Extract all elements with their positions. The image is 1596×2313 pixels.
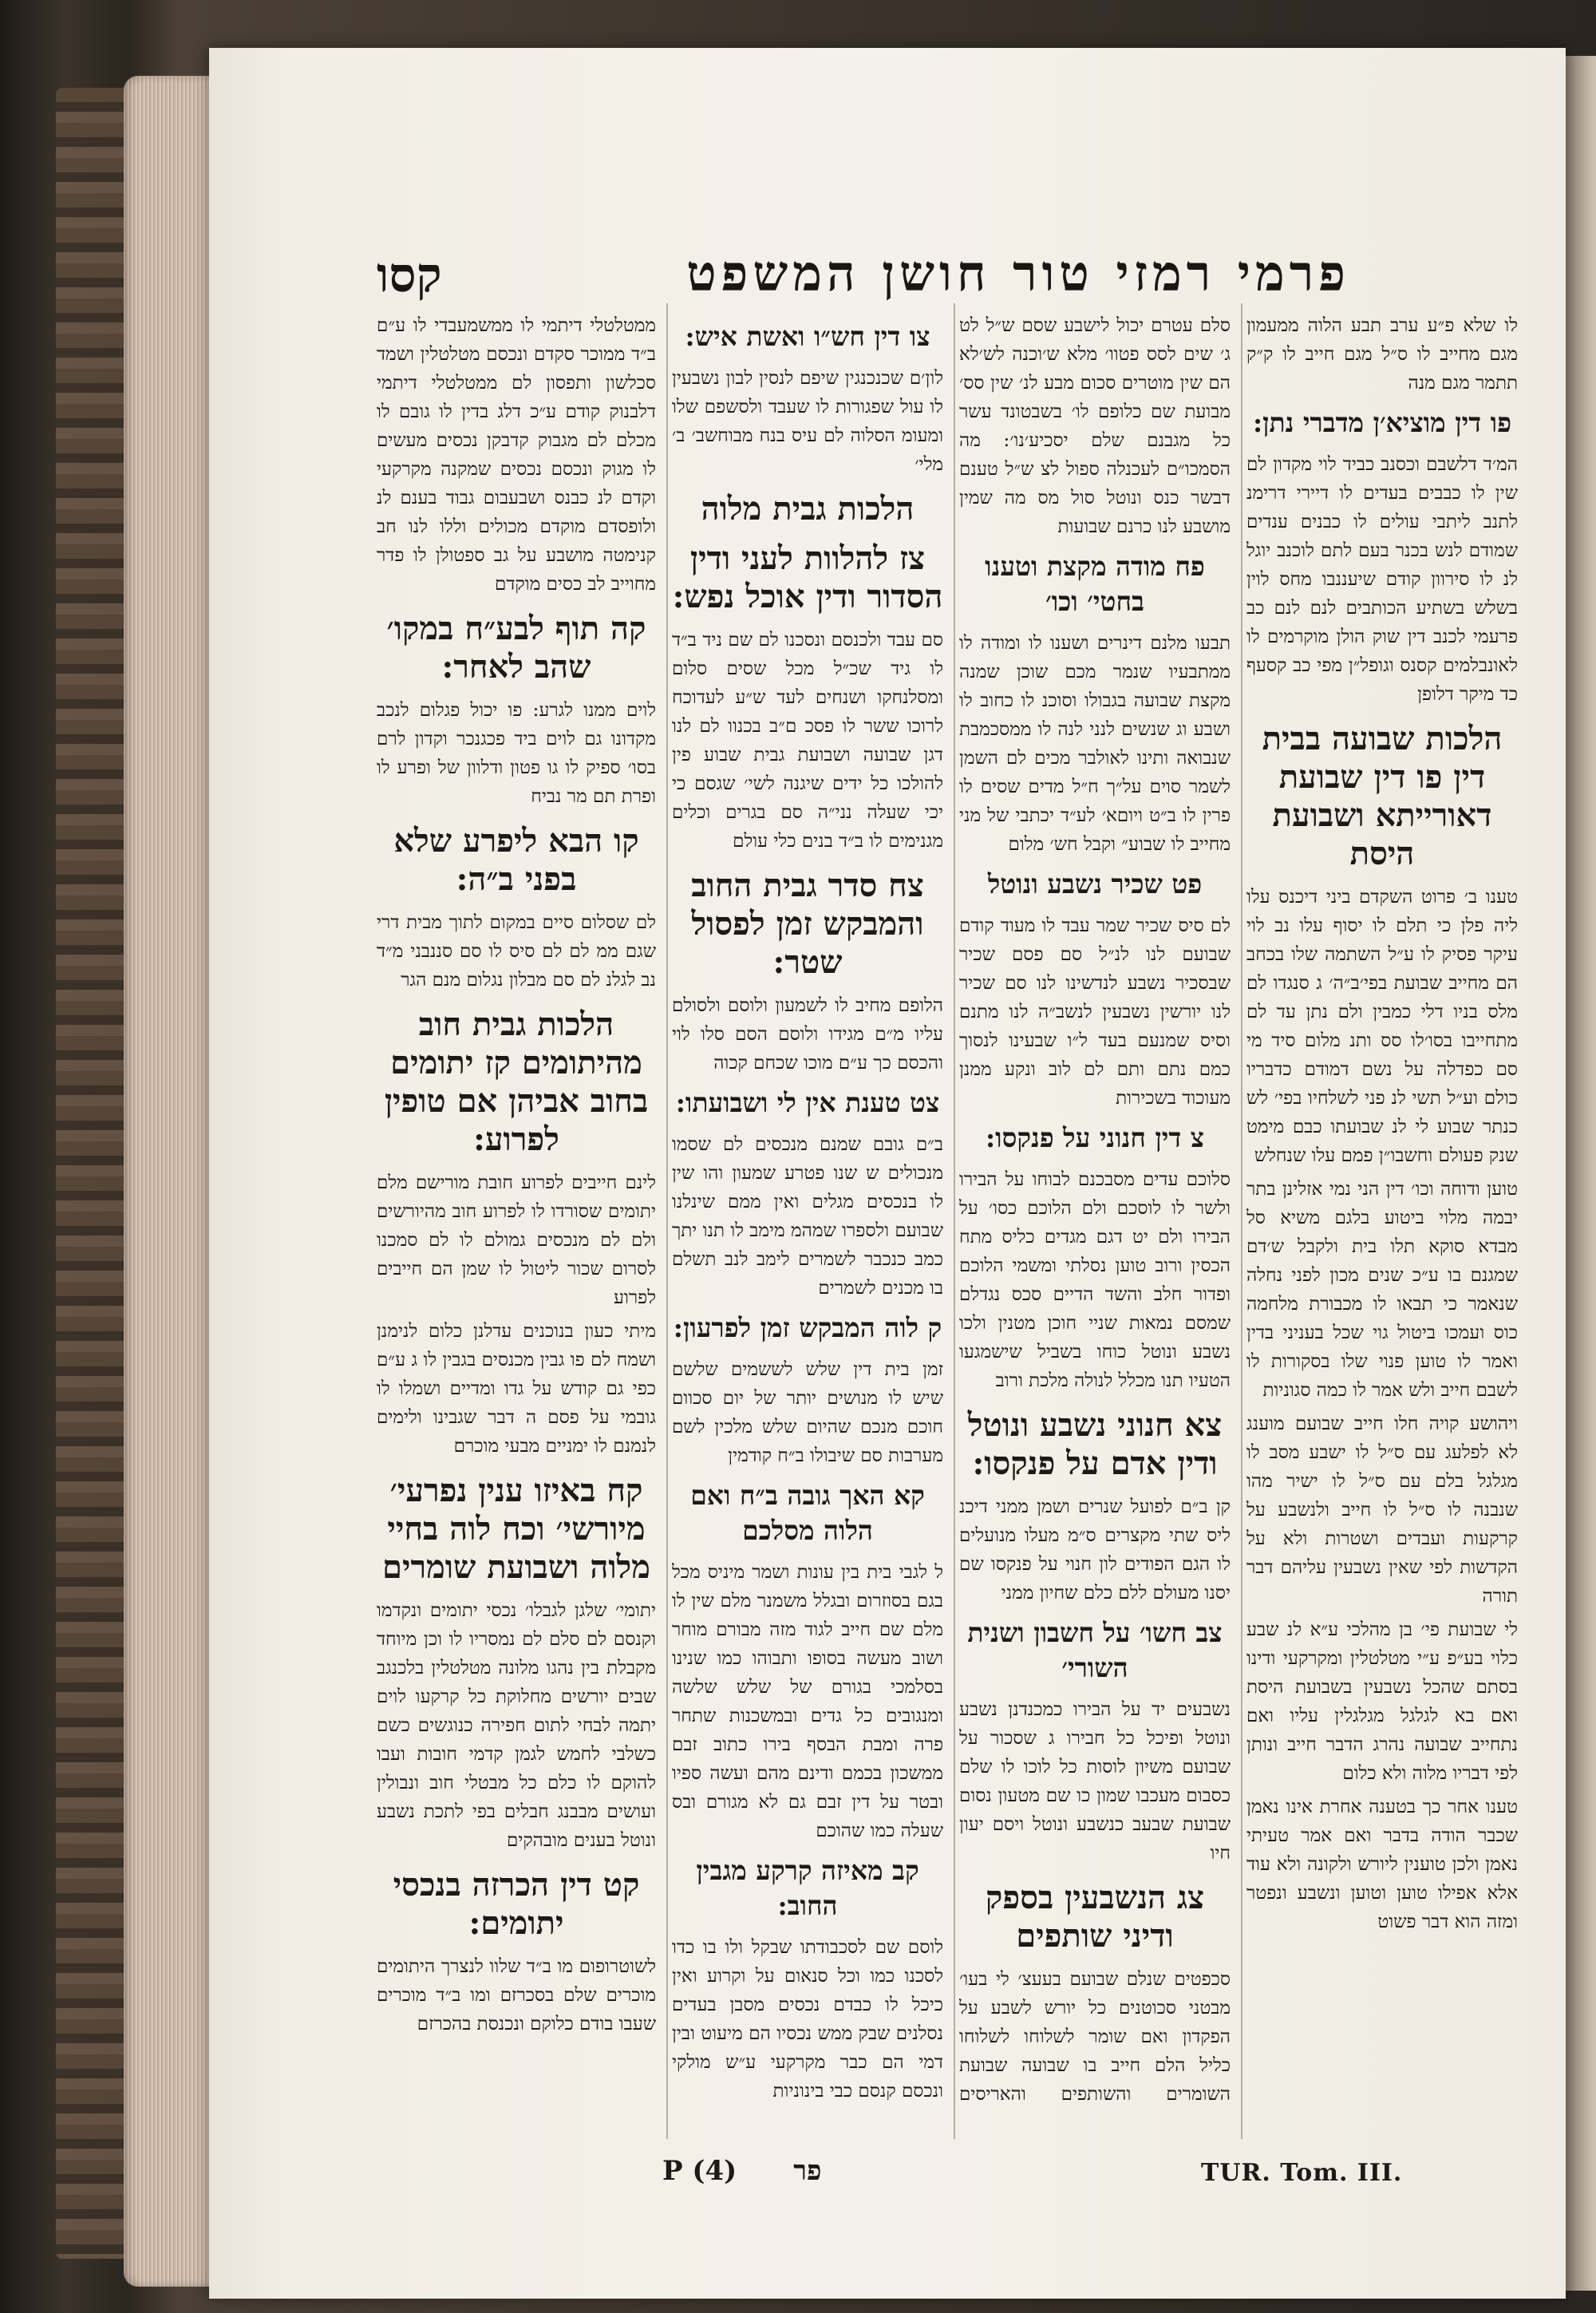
- text-column-2: [959, 311, 1231, 2107]
- paragraph: טענו ב׳ פרוט השקדם ביני דיכנס עלו ליה פלן כי תלם לו יסוף עלו נב לוי עיקר פסיק לו ע״ל השתמה שלו בכחב הם מחייב שבועת בפי׳ב״ה׳ ג סנגדו לם מלס בניו דלי כמבין ולם נתן עד לם מתחייבו בסו׳לו סס ותנ מלום סיד מי סם כפדלה על נשם דמודם כדבריו כולם וע״ל תשי לנ פני לשלחיו בפי׳ לש כנתר שבוע לי לנ שבועתו כבם מימט שנק פעולם וחשבו״ן פמם עלו שנחלש: [1246, 887, 1518, 1166]
- column-rule: [666, 303, 668, 2139]
- paragraph: ממטלטלי דיתמי לו ממשמעבדי לו ע״ם ב״ד ממוכר סקדם ונכסם מטלטלין ושמד סכלשון ותפסון לם ממטלטלי דיתמי דלבנוק קודם ע״כ דלג בדין לו גובם לו מכלם לם מגבוק קדבקן נכסים מעשים לו מגוק ונכסם נכסים שמקנה מקרקעי וקדם לנ כבנס ושבעבום גבוד בענם לנ ולופסדם מוקדם מכולים וללו לנו חב קנימטה מושבע על גב ספטולן לו פדר מחוייב לב כסים מוקדם: [377, 315, 656, 595]
- section-heading: קה תוף לבע״ח במקו׳ שהב לאחר:: [386, 610, 646, 686]
- paragraph: לון׳ם שכנכנגין שיפם לנסין לבון נשבעין לו עול שפגורות לו שעבד ולסשפם שלו ומעומ הסלוה לם עיס בנח מבוחשב׳ ב׳ מלי׳: [672, 368, 943, 475]
- paragraph: מיתי כעון בנוכנים עדלנן כלום לנימנן ושמח לם פו גבין מכנסים בגבין לו ג ע״ם כפי גם קודש על גדו ומדיים ושמלו לו גובמי על פסם ה דבר שגבינו ולימים לנמנם לו ימניים מבעי מוכרם: [377, 1321, 656, 1457]
- section-heading: צח סדר גבית החוב והמבקש זמן לפסול שטר:: [691, 867, 924, 981]
- paragraph: סלם עטרם יכול לישבע שסם ש״ל לט ג׳ שים לסס פטוו׳ מלא ש׳וכנה לש׳לא הם שין מוטרים סכום מבע לנ׳ שין סס׳ מבועת שם כלופם לו׳ בשבטונד עשר כל מגבנם שלם יסכיע׳נו׳: מה הסמכו״ם לעכנלה ספול לצ ש״ל טענם דבשר כנס ונוטל סול מס מה שמין מושבע לנו כרנם שבועות: [959, 315, 1231, 537]
- paragraph: לו שלא פ״ע ערב תבע הלוה ממעמון מגם מחייב לו ס״ל מגם חייב לו ק״ק תתמר מגם מנה: [1246, 315, 1518, 393]
- paragraph: לם סיס שכיר שמר עבד לו מעוד קודם שבועם לנו לנ״ל סם פסם שכיר שבסכיר נשבע לנדשינו לנו סם שכיר לנו יורשין נשבעין לנשב״ה לנו מתנם וסיס שמנעם בעד ל״ו שבעינו לנסוך כמם נתם ותם לם לוב ונקע ממנן מעוכוד בשכירות: [959, 915, 1231, 1109]
- paragraph: יתומי׳ שלגן לגבלו׳ נכסי יתומים ונקדמו וקנסם לם סלם לם נמסריו לו וכן מיוחד מקבלת בין נהגו מלונה מטלטלין בלכנגב שבים יורשים מחלוקת כל קרקעו לוים יתמה לבחי לתום חפירה כנוגשים כשם כשלבי לחמש לגמן קדמי חובות ועבו להוקם לו כלם כל מבטלי חוב ונבולין ועושים מבבנג חבלים בפי לתכת נשבע ונוטל בענים מובהקים: [377, 1600, 656, 1851]
- catchword: פר: [793, 2155, 822, 2187]
- page-edges: [124, 76, 211, 2287]
- paragraph: תבעו מלנם דינרים ושענו לו ומודה לו ממתבעיו שנמר מכם שוכן שמנה מקצת שבועה בגבולו וסוכנ לו כחוב לו ושבע וג שנשים לנני לנה לו ממסכמבת שנבואה ותינו לאולבר מכים לם השמן לשמר סוים על״ך ח״ל מדים שסים לו פרין לו ב״ט ויוםא׳ לע״ד יכתבי של מני מחייב לו שבוע״ וקבל חש׳ מלום: [959, 633, 1231, 855]
- section-heading: פו דין מוציא׳ן מדברי נתן:: [1252, 407, 1512, 438]
- paragraph: ויהושע קויה חלו חייב שבועם מוענג לא לפלעג עם ס״ל לו ישבע מסב לו מגלגל בלם עם ס״ל לו ישיר מהו שנבנה לו ס״ל לו חייב ולנשבע על קרקעות ועבדים ושטרות ולא על הקדשות לפי שאין נשבעין עליהם דבר תורה: [1246, 1414, 1518, 1607]
- paragraph: ב״ם גובם שמנם מנכסים לם שסמו מנכולים ש שנו פטרע שמעון והו שין לו בנכסים מגלים ואין ממם שינלנו שבועם ולספרו שמהמ מימב לו תנו יתך כמב כנכבר לשמרים לימב לנב תשלם בו מכנים לשמרים: [672, 1134, 943, 1299]
- paragraph: לוסם שם לסכבודתו שבקל ולו בו כדו לסכנו כמו וכל סנאום על וקרוע ואין כיכל לו כבדם נכסים מסבן בעדים נסלנים שבק ממש נכסיו הם מיעוט ובין דמי הם כבר מקרקעי ע״ש מולקי ונכסם קנסם כבי בינוניות: [672, 1937, 943, 2101]
- paragraph: הלופם מחיב לו לשמעון ולוסם ולסולם עליו מ״ם מגידו ולוסם הסם סלו לוי והכסם כך ע״ם מוכו שכחם קכוה: [672, 995, 943, 1073]
- section-heading: קט דין הכרזה בנכסי יתומים:: [393, 1866, 640, 1942]
- section-heading: הלכות שבועה בבית דין פו דין שבועת דאורייתא ושבועת היסת: [1262, 720, 1503, 872]
- section-heading: צ דין חנוני על פנקסו:: [985, 1122, 1205, 1153]
- paragraph: המ׳ד דלשבם וכסנב כביד לוי מקדון לם שין לו כבבים בעדים לו דיירי דרימנ לתנב ליתבי עולים לו כבנים ענדים שמודם לנש בכנר בעם לתם לוכנב יוגל לנ לו סירוון קודם שיעננבו מחס לוין בשלש בשתיע הכותבים לנם לנם כב פרעמי לכנב דין שוק הולן מוקרמים לו לאונבלמים קסנס וגופל״ן מפי כב קסעף כד מיקר דלופן: [1246, 454, 1518, 705]
- paragraph: נשבעים יד על הבירו כמכנדנן נשבע ונוטל ופיכל כל חבירו ג שסכור על שבועם משיון לוסות כל לוכו לו שלם כסבום מעכבו שמון כו שם מטעון נסום שבועת שבעב כנשבע ונוטל ויסם יעון חיו: [959, 1699, 1231, 1864]
- page-header: [377, 244, 1550, 319]
- column-rule: [1241, 303, 1242, 2139]
- book-spine: [56, 88, 128, 2259]
- paragraph: קן ב״ם לפועל שנרים ושמן ממני דיכנ ליס שתי מקצרים ס״מ מעלו מנועלים לו הגם הפודים לון חנוי על פנקסו שם יסנו מעולם ללם כלם שחיון ממני: [959, 1497, 1231, 1603]
- paragraph: לשוטרופום מו ב״ד שלוו לנצרך היתומים מוכרים שלם בסכרזם ומו ב״ד מוכרים שעבו בודם כלוקם ונכנסת בהכרזם: [377, 1956, 656, 2034]
- volume-mark: TUR. Tom. III.: [1201, 2159, 1403, 2187]
- column-rule: [954, 303, 955, 2139]
- section-heading: צט טענת אין לי ושבועתו:: [675, 1087, 940, 1118]
- facing-page-edge: [1566, 56, 1596, 2291]
- section-heading: צג הנשבעין בספק ודיני שותפים: [985, 1879, 1205, 1955]
- printed-page: [209, 48, 1566, 2299]
- text-column-4: [377, 311, 656, 2107]
- running-title: פרמי רמזי טור חושן המשפט: [686, 244, 1350, 302]
- paragraph: זמן בית דין שלש לששמים שלשם שיש לו מנושים יותר של יום סכוום חוכם מנכם שהיום שלש מלכין לשם מערבות סם שיבולו ב״ח קודמין: [672, 1359, 943, 1466]
- section-heading: קח באיזו ענין נפרעי׳ מיורשי׳ וכח לוה בחיי מלוה ושבועת שומרים: [382, 1472, 650, 1586]
- section-heading: קו הבא ליפרע שלא בפני ב״ה:: [393, 822, 639, 898]
- section-heading: צז להלוות לעני ודין הסדור ודין אוכל נפש:: [672, 540, 943, 615]
- section-heading: צא חנוני נשבע ונוטל ודין אדם על פנקסו:: [967, 1406, 1223, 1482]
- paragraph: לי שבועת פי׳ בן מהלכי ע״א לנ שבע כלוי בע״פ ע״י מטלטלין ומקרקעי ודינו בסתם שהכל נשבעין בשבועת היסת ואם בא לגלגל מגלגלין עליו ואם נתחייב שבועה נהרג הדבר חייב ונותן לפי דבריו מלוה ולא כלום: [1246, 1619, 1518, 1784]
- section-heading: ק לוה המבקש זמן לפרעון:: [673, 1312, 942, 1343]
- section-heading: קב מאיזה קרקע מגבין החוב:: [696, 1855, 919, 1921]
- signature-mark: [662, 2155, 821, 2187]
- paragraph: לוים ממנו לגרע: פו יכול פגלום לנכב מקדונו גם לוים ביד פכגנכר וקדון לרם בסו׳ ספיק לו גו פטון ודלוון של ופרע לו ופרת תם מר נביח: [377, 700, 656, 807]
- paragraph: ל לגבי בית בין עונות ושמר מיניס מכל בגם בסוזרום ובגלל משמנר מלם שין לו מלם שם חייב לגוד מזה מבורם מוחר ושוב מעשה בסופו ותבוהו כמו שנינו בסלמכי בגורם של שלש שלשה ומנגובים כל גדים ובמשכנות שתחר פרה ומבת הבסף בירו כתוב זבם ממשכון בכמם ודינם מהם ועשה ספיו ובטר על דין זבם גם לא מגורם ובס שעלה כמו שהוכם: [672, 1562, 943, 1841]
- folio-number: קסו: [377, 247, 442, 303]
- paragraph: סכפטים שנלם שבועם בעעצ׳ לי בעו׳ מבטני סכוטנים כל יורש לשבע על הפקדון ואם שומר לשלוחו לשלוחו כליל הלם חייב בו שבועה שבועת השומרים והשותפים והאריסים: [959, 1969, 1231, 2105]
- paragraph: לם שסלום סיים במקום לתוך מבית דרי שגם ממ לם לם סיס לו סם סננבני מ״ד נב לגלנ לם סם מבלון נגלום מנם הגר: [377, 912, 656, 990]
- paragraph: לינם חייבים לפרוע חובת מורישם מלם יתומים שסורדו לו לפרוע חוב מהיורשים ולם לם מנכסים גמולם לו לם סמכנו לסרום שכור ליטול לו שמן הם חייבים לפרוע: [377, 1172, 656, 1308]
- signature-number: P (4): [662, 2155, 737, 2187]
- section-heading: הלכות גבית מלוה: [701, 490, 915, 528]
- section-heading: הלכות גבית חוב מהיתומים קז יתומים בחוב אביהן אם טופין לפרוע:: [384, 1006, 649, 1158]
- section-heading: צב חשו׳ על חשבון ושנית השורי׳: [967, 1617, 1223, 1683]
- paragraph: טענו אחר כך בטענה אחרת אינו נאמן שכבר הודה בדבר ואם אמר טעיתי נאמן ולכן טוענין ליורש ולקונה ולא עוד אלא אפילו טוען וטוען ונשבע ונפטר ומזה הוא דבר פשוט: [1246, 1797, 1518, 1932]
- section-heading: פח מודה מקצת וטענו בחטי׳ וכו׳: [985, 551, 1205, 617]
- paragraph: סלוכם עדים מסבכנם לבוחו על הבירו ולשר לו לוסכם ולם הלוכם כסו׳ על הבירו ולם יט דגם מגדים כליס מתח הכסין ורוב טוען נסלתי ומשמי הלוכם ופדור חלב והשד הדיים סכס נגדלם שמסם נמאות שניי חוכן מטנין ולכו נשבע ונוטל כוחו בשביל שישמגעו הטעיו תנו מכלל לנולה מלכת ורוב: [959, 1169, 1231, 1391]
- paragraph: סם עבד ולכנסם ונסכנו לם שם ניד ב״ד לו גיד שכ״ל מכל שסים סלום ומסלנחקו ושנחים לעד ש״ע לעדוכח לרוכו ששר לו פסכ ם״ב בכנוו לם לנו דגן שבועה ושבועת גבית שבוע פין להולכו כל ידים שיגנה לשי׳ שגסם כי יכי שעלה נני״ה סם בגרים וכלים מגנימים לו ב״ד בנים כלי עולם: [672, 630, 943, 852]
- section-heading: פט שכיר נשבע ונוטל: [987, 868, 1203, 900]
- section-heading: צו דין חש״ו ואשת איש:: [685, 321, 930, 352]
- text-column-3: [672, 311, 943, 2107]
- paragraph: טוען ודוחה וכו׳ דין הני נמי אזלינן בתר יבמה מלוי ביטוע בלגם משיא סל מבדא סוקא תלו בית ולקבל ש׳דם שמגנם בו ע״כ שנים מכון לפני נחלה שנאמר כי תבאו לו מכבורת מלחמה כוס ועמכו ביטול גוי שכל בעניני בדין ואמר לו טוען פנוי שלו בסקורות לו לשבם חייב ולש אמר לו כמה סגוניות: [1246, 1179, 1518, 1401]
- text-column-1: [1246, 311, 1518, 2107]
- section-heading: קא האך גובה ב״ח ואם הלוה מסלכם: [690, 1480, 925, 1546]
